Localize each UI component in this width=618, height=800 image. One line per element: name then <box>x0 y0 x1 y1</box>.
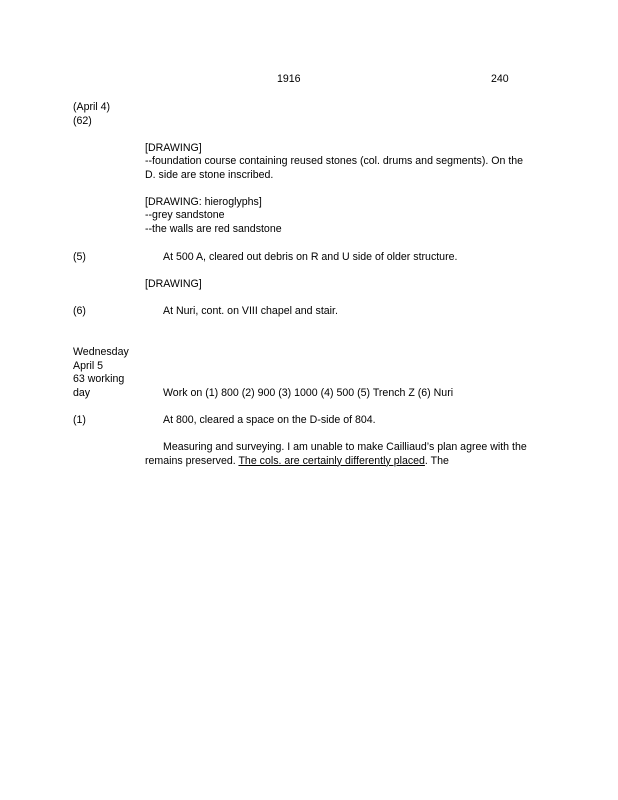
entry-number: (62) <box>73 115 92 127</box>
day-weekday: Wednesday <box>73 346 129 358</box>
item-5-text: At 500 A, cleared out debris on R and U side of older structure. <box>163 251 458 263</box>
drawing-placeholder-3: [DRAWING] <box>145 278 202 290</box>
day-working-line-2: day <box>73 387 91 399</box>
drawing-2-caption-line-1: --grey sandstone <box>145 209 225 221</box>
day-date: April 5 <box>73 360 104 372</box>
item-6-label: (6) <box>73 305 86 317</box>
item-1-text: At 800, cleared a space on the D-side of 804. <box>163 414 376 426</box>
drawing-2-caption-line-2: --the walls are red sandstone <box>145 223 282 235</box>
measuring-paragraph <box>145 441 535 468</box>
measuring-tail: . The <box>424 454 449 467</box>
work-plan: Work on (1) 800 (2) 900 (3) 1000 (4) 500 (5) Trench Z (6) Nuri <box>163 387 454 399</box>
drawing-placeholder-1: [DRAWING] <box>145 142 202 154</box>
drawing-1-caption: --foundation course containing reused stones (col. drums and segments). On the D. side are stone inscribed. <box>145 155 524 181</box>
item-1-label: (1) <box>73 414 86 426</box>
entry-date-label: (April 4) <box>73 101 111 113</box>
item-5-label: (5) <box>73 251 86 263</box>
drawing-placeholder-2: [DRAWING: hieroglyphs] <box>145 196 262 208</box>
header-page-number: 240 <box>491 73 509 85</box>
item-6-text: At Nuri, cont. on VIII chapel and stair. <box>163 305 338 317</box>
day-working-line-1: 63 working <box>73 373 125 385</box>
measuring-underlined: The cols. are certainly differently placed <box>238 454 425 467</box>
measuring-text: Measuring and surveying. I am unable to make Cailliaud’s plan agree with the remains preserved. <box>145 441 527 467</box>
header-year: 1916 <box>277 73 301 85</box>
